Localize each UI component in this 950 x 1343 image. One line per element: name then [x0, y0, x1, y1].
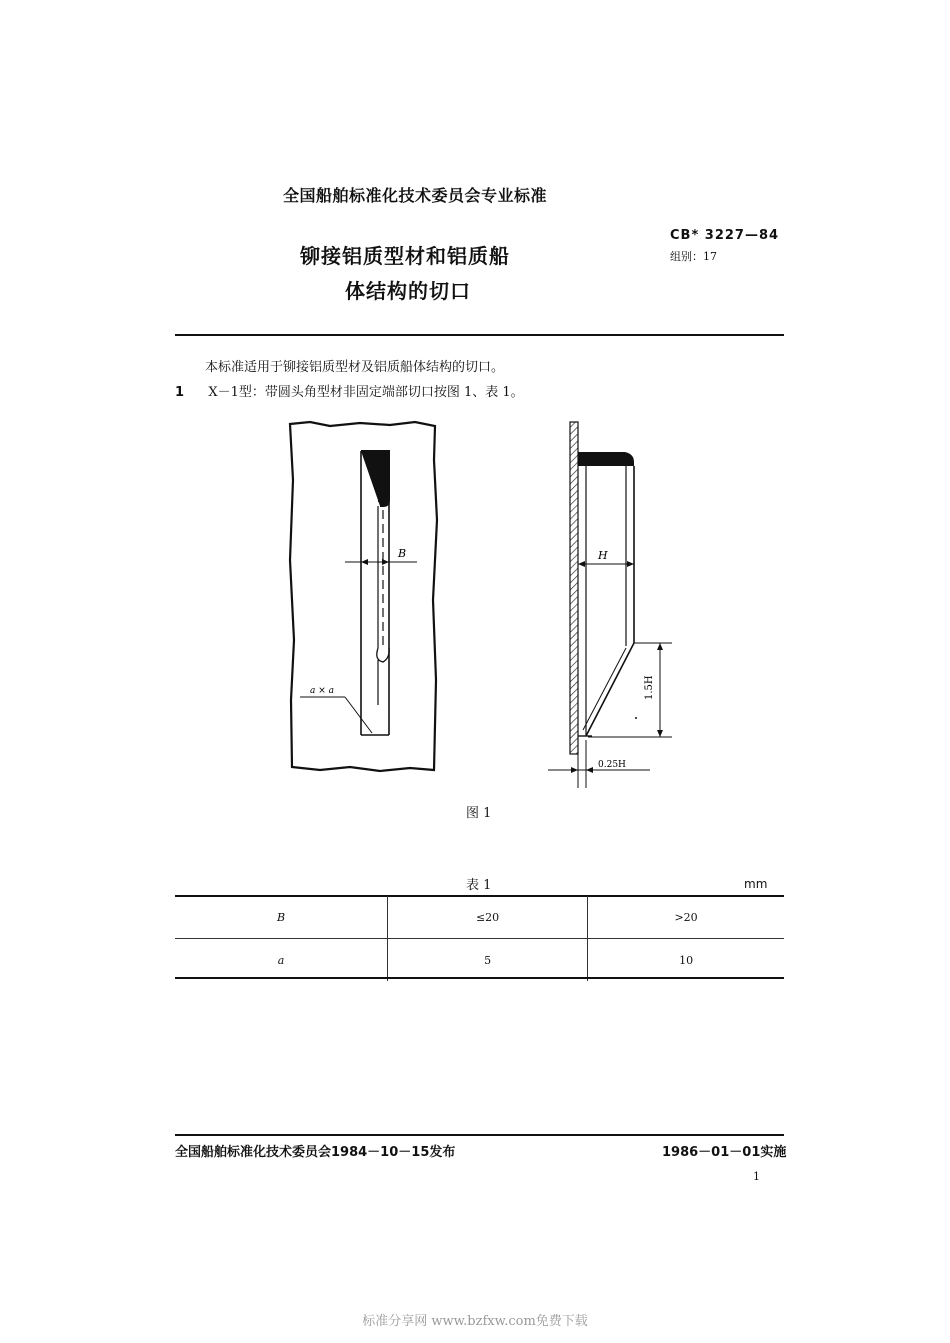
watermark: 标准分享网 www.bzfxw.com免费下载 — [362, 1314, 588, 1329]
page-number: 1 — [753, 1170, 760, 1183]
intro-paragraph: 本标准适用于铆接铝质型材及铝质船体结构的切口。 — [205, 360, 505, 375]
table-cell-label: a — [277, 953, 285, 967]
table-bottom-rule — [175, 977, 784, 979]
label-0-25H: 0.25H — [598, 760, 626, 770]
table-cell: >20 — [588, 896, 784, 939]
footer-divider — [175, 1134, 784, 1136]
figure-caption: 图 1 — [466, 806, 492, 821]
table-cell-label: B — [175, 896, 388, 939]
label-B: B — [398, 547, 407, 560]
document-title-line1: 铆接铝质型材和铝质船 — [300, 244, 510, 268]
issuing-organization: 全国船舶标准化技术委员会专业标准 — [283, 186, 548, 205]
label-H: H — [598, 549, 608, 562]
table-cell: 10 — [588, 939, 784, 982]
clause-text: X－1型：带圆头角型材非固定端部切口按图 1、表 1。 — [208, 385, 524, 400]
label-axa: a × a — [310, 686, 334, 696]
effective-date: 1986－01－01实施 — [662, 1145, 787, 1160]
table-row — [175, 896, 784, 939]
issue-date: 全国船舶标准化技术委员会1984－10－15发布 — [175, 1145, 456, 1160]
table-cell: 5 — [388, 939, 588, 982]
right-view — [548, 422, 672, 788]
standard-code: CB* 3227—84 — [670, 228, 780, 243]
clause-number: 1 — [175, 385, 185, 400]
table-row — [175, 939, 784, 982]
standard-group: 组别：17 — [670, 250, 717, 263]
label-1-5H: 1.5H — [644, 675, 655, 700]
table-1 — [175, 896, 784, 981]
document-title-line2: 体结构的切口 — [345, 279, 471, 303]
table-unit: mm — [744, 877, 768, 891]
table-caption: 表 1 — [466, 878, 492, 893]
left-view — [290, 422, 437, 771]
table-cell: ≤20 — [388, 896, 588, 939]
